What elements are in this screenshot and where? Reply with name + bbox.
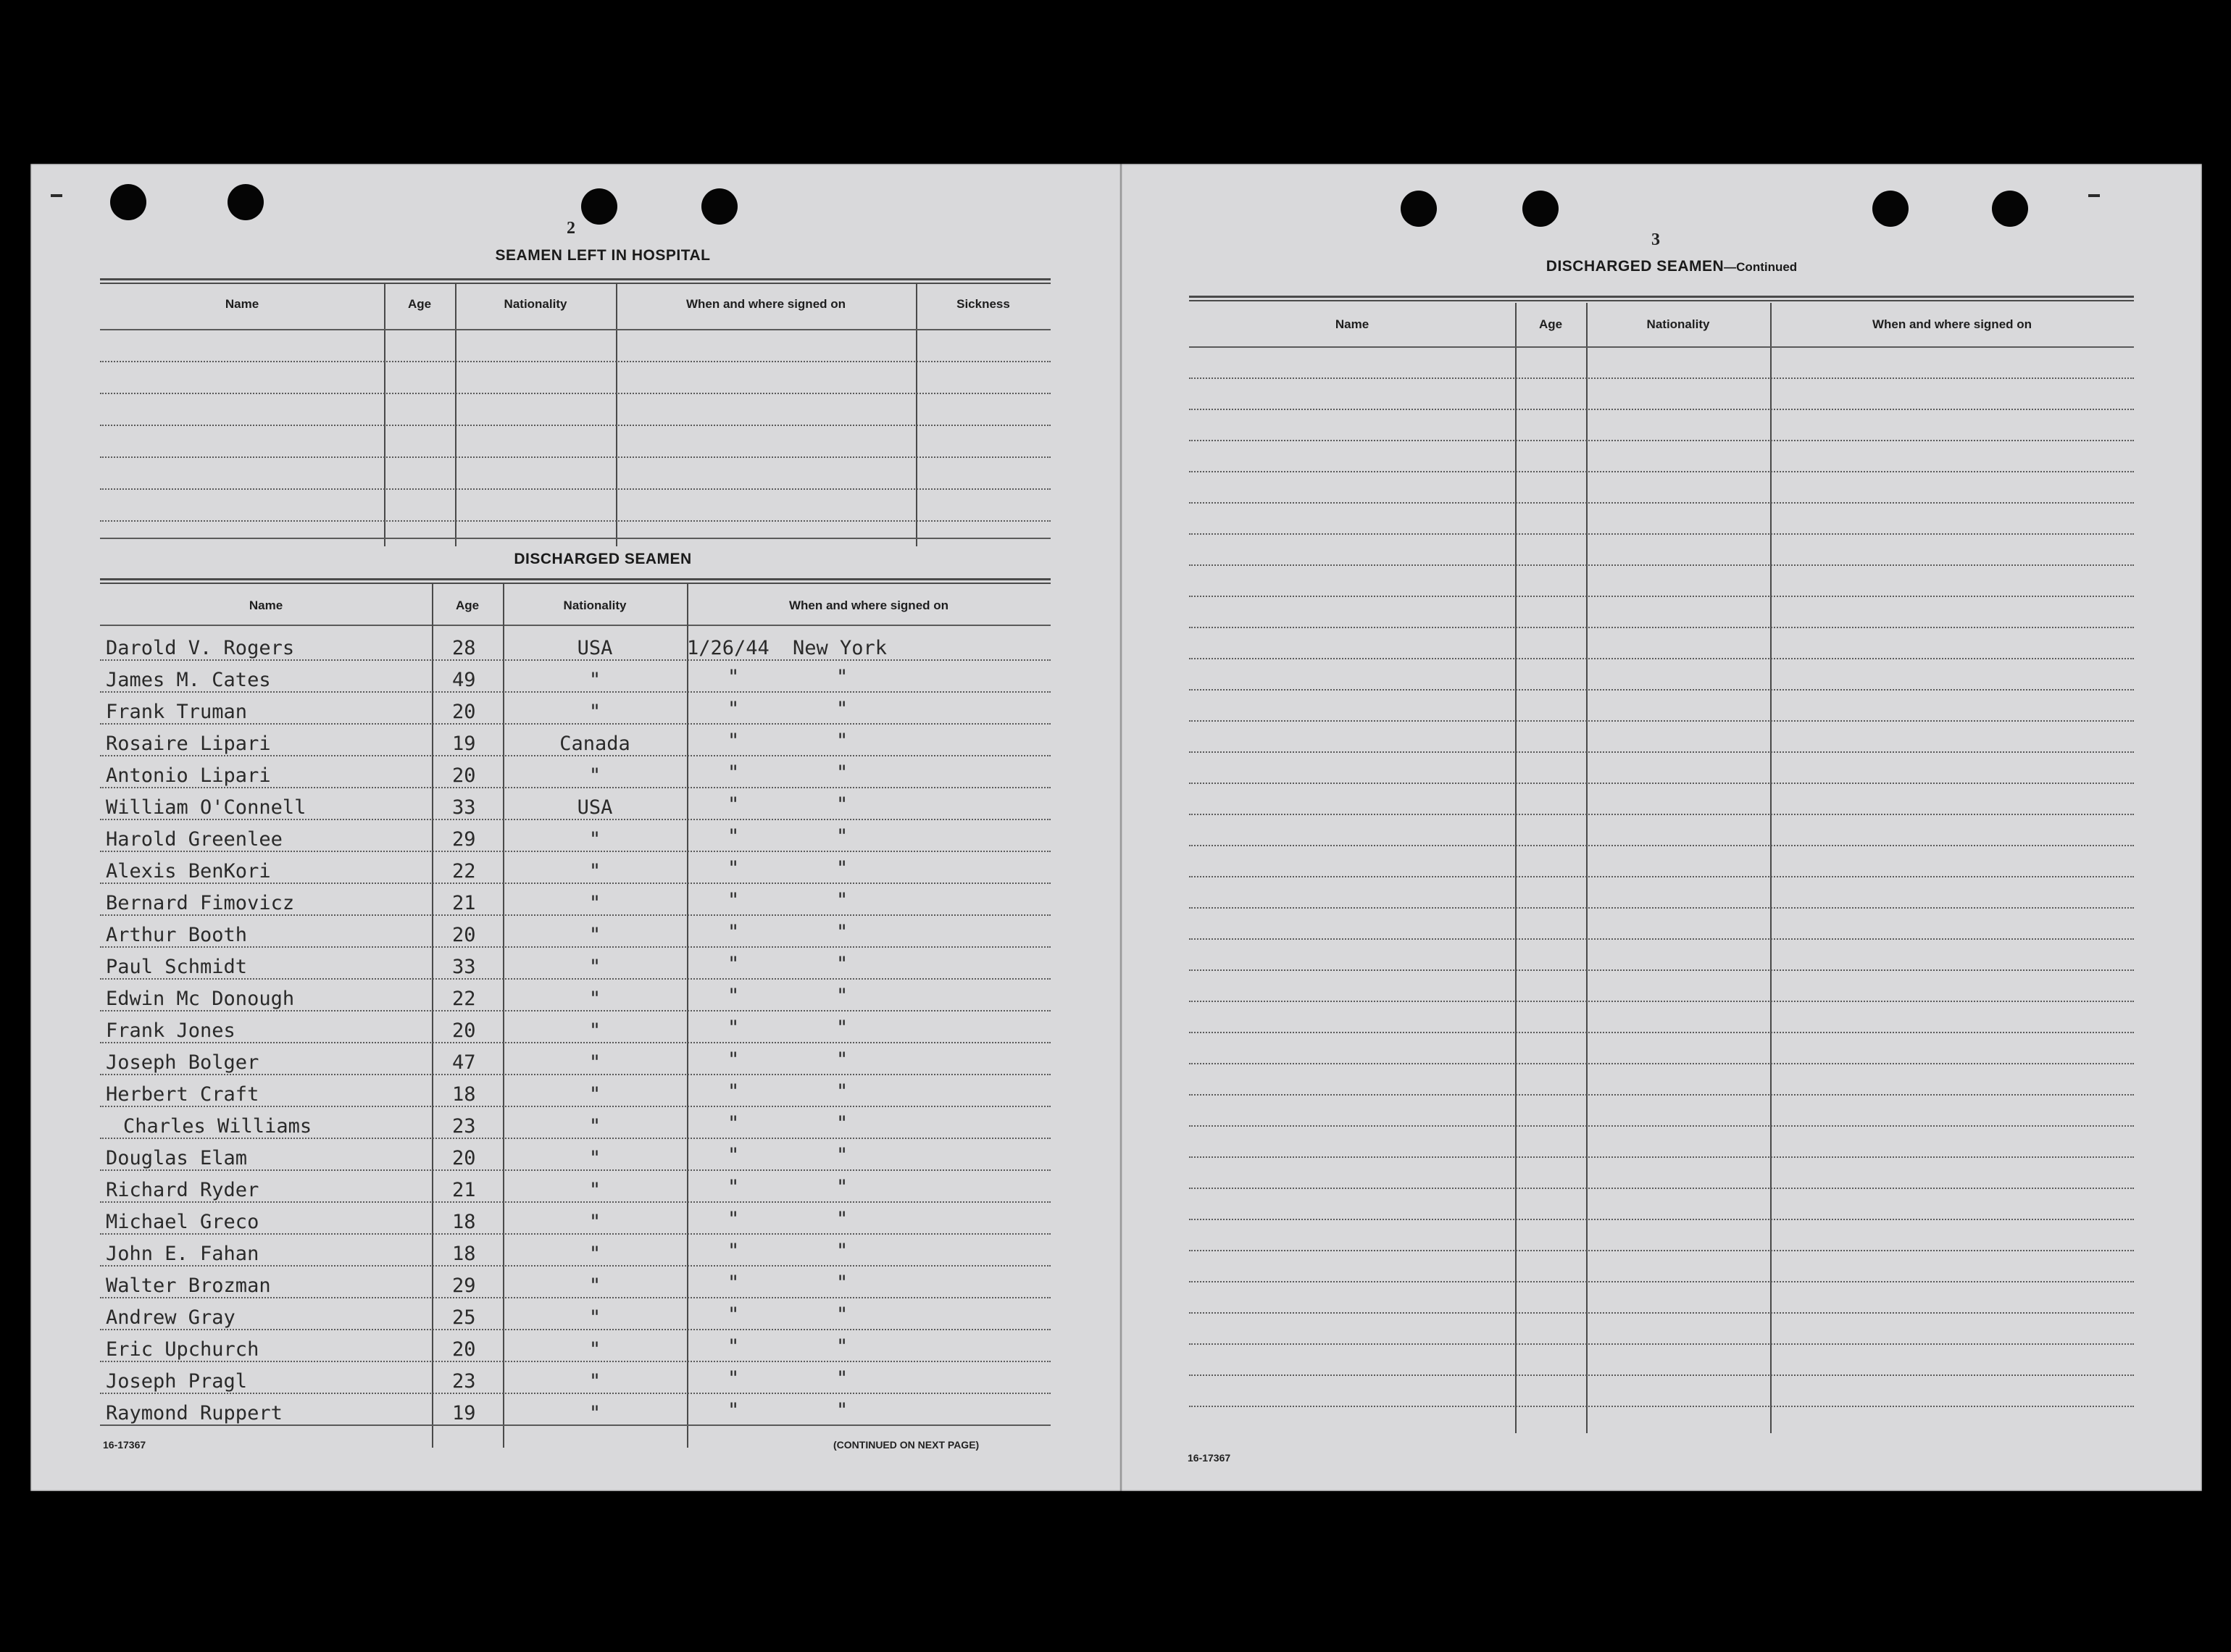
seaman-nationality: " <box>588 892 601 914</box>
seaman-nationality: " <box>588 1243 601 1265</box>
table-row-line <box>1189 627 2134 628</box>
punch-hole-icon <box>1522 191 1559 227</box>
seaman-name: Douglas Elam <box>106 1147 248 1169</box>
table-row-line <box>1189 502 2134 504</box>
table-row-line <box>100 723 1051 725</box>
seaman-nationality: " <box>588 669 601 691</box>
signed-on-date: " <box>727 793 740 816</box>
table-row-line <box>100 329 1051 330</box>
punch-hole-icon <box>701 188 738 225</box>
signed-on-place: " <box>836 666 848 688</box>
signed-on-date: " <box>727 1335 740 1358</box>
punch-mark <box>2088 194 2100 197</box>
signed-on-place: " <box>836 889 848 911</box>
table-row-line <box>100 659 1051 661</box>
seaman-name: William O'Connell <box>106 796 306 819</box>
signed-on-date: " <box>727 666 740 688</box>
seaman-nationality: " <box>588 1306 601 1329</box>
signed-on-place: " <box>836 825 848 848</box>
table-row-line <box>100 1074 1051 1075</box>
seaman-nationality: " <box>588 764 601 787</box>
column-divider <box>1586 303 1588 1433</box>
signed-on-place: " <box>836 1303 848 1326</box>
table-row-line <box>100 755 1051 756</box>
table-row-line <box>1189 876 2134 877</box>
signed-on-place: New York <box>793 637 888 659</box>
signed-on-place: " <box>836 1272 848 1294</box>
table-row-line <box>1189 1343 2134 1345</box>
seaman-age: 20 <box>452 764 476 787</box>
signed-on-date: " <box>727 1240 740 1262</box>
form-number: 16-17367 <box>1188 1452 1231 1464</box>
seaman-name: Michael Greco <box>106 1211 259 1233</box>
table-row-line <box>1189 1125 2134 1127</box>
signed-on-place: " <box>836 1080 848 1103</box>
column-header: Name <box>1335 317 1369 331</box>
table-row-line <box>1189 1374 2134 1376</box>
table-row-line <box>1189 814 2134 815</box>
table-row-line <box>100 819 1051 820</box>
column-header: Age <box>455 598 480 612</box>
column-divider <box>687 584 688 1448</box>
table-row-line <box>1189 346 2134 348</box>
seaman-age: 18 <box>452 1083 476 1106</box>
signed-on-date: " <box>727 857 740 880</box>
column-header: When and where signed on <box>685 297 846 311</box>
seaman-nationality: " <box>588 956 601 978</box>
table-row-line <box>100 1361 1051 1362</box>
seaman-name: Charles Williams <box>123 1115 312 1138</box>
seaman-age: 20 <box>452 701 476 723</box>
table-row-line <box>100 1233 1051 1235</box>
signed-on-date: " <box>727 1080 740 1103</box>
seaman-age: 33 <box>452 796 476 819</box>
table-row-line <box>100 456 1051 458</box>
continued-note: (CONTINUED ON NEXT PAGE) <box>833 1439 980 1451</box>
seaman-age: 49 <box>452 669 476 691</box>
table-row-line <box>100 1169 1051 1171</box>
seaman-name: Herbert Craft <box>106 1083 259 1106</box>
seaman-nationality: USA <box>577 637 613 659</box>
seaman-name: Raymond Ruppert <box>106 1402 283 1424</box>
header-bottom-rule <box>100 625 1051 626</box>
page-number: 2 <box>567 219 575 238</box>
seaman-age: 22 <box>452 860 476 883</box>
column-header: Nationality <box>504 297 567 311</box>
signed-on-date: " <box>727 1303 740 1326</box>
punch-hole-icon <box>1992 191 2028 227</box>
seaman-age: 47 <box>452 1051 476 1074</box>
signed-on-place: " <box>836 1240 848 1262</box>
column-header: Name <box>249 598 283 612</box>
seaman-nationality: " <box>588 1147 601 1169</box>
seaman-name: Frank Truman <box>106 701 248 723</box>
punch-hole-icon <box>228 184 264 220</box>
column-divider <box>1515 303 1517 1433</box>
column-header: Name <box>225 297 259 311</box>
signed-on-place: " <box>836 1335 848 1358</box>
column-divider <box>455 284 456 546</box>
seaman-nationality: " <box>588 1402 601 1424</box>
signed-on-date: " <box>727 762 740 784</box>
signed-on-date: " <box>727 1048 740 1071</box>
table-bottom-rule <box>100 538 1051 539</box>
table-row-line <box>1189 658 2134 659</box>
punch-hole-icon <box>1401 191 1437 227</box>
column-header: Age <box>407 297 432 311</box>
signed-on-date: " <box>727 889 740 911</box>
seaman-name: Harold Greenlee <box>106 828 283 851</box>
seaman-age: 20 <box>452 1147 476 1169</box>
table-row-line <box>1189 471 2134 472</box>
table-row-line <box>100 1329 1051 1330</box>
table-row-line <box>100 1042 1051 1043</box>
seaman-name: Walter Brozman <box>106 1275 271 1297</box>
continued-section-title: DISCHARGED SEAMEN—Continued <box>1546 258 1798 275</box>
column-divider <box>1770 303 1772 1433</box>
seaman-nationality: " <box>588 701 601 723</box>
signed-on-date: " <box>727 1017 740 1039</box>
seaman-age: 18 <box>452 1211 476 1233</box>
table-bottom-rule <box>100 1424 1051 1426</box>
column-header: Nationality <box>563 598 627 612</box>
column-header: Nationality <box>1646 317 1710 331</box>
punch-hole-icon <box>1872 191 1909 227</box>
seaman-name: Edwin Mc Donough <box>106 988 295 1010</box>
signed-on-place: " <box>836 1208 848 1230</box>
table-row-line <box>100 978 1051 980</box>
table-row-line <box>1189 1219 2134 1220</box>
column-header: When and where signed on <box>1872 317 2032 331</box>
seaman-name: Antonio Lipari <box>106 764 271 787</box>
seaman-name: Eric Upchurch <box>106 1338 259 1361</box>
signed-on-place: " <box>836 857 848 880</box>
signed-on-place: " <box>836 1144 848 1167</box>
signed-on-date: " <box>727 1208 740 1230</box>
seaman-age: 25 <box>452 1306 476 1329</box>
signed-on-place: " <box>836 921 848 943</box>
seaman-age: 21 <box>452 1179 476 1201</box>
table-row-line <box>100 425 1051 426</box>
signed-on-date: " <box>727 1144 740 1167</box>
seaman-nationality: Canada <box>559 733 630 755</box>
signed-on-date: " <box>727 730 740 752</box>
seaman-age: 29 <box>452 1275 476 1297</box>
seaman-nationality: " <box>588 1019 601 1042</box>
signed-on-date: " <box>727 1399 740 1422</box>
table-row-line <box>100 914 1051 916</box>
signed-on-place: " <box>836 793 848 816</box>
table-row-line <box>1189 969 2134 971</box>
seaman-nationality: " <box>588 1370 601 1393</box>
signed-on-place: " <box>836 985 848 1007</box>
seaman-nationality: " <box>588 1051 601 1074</box>
table-row-line <box>1189 1188 2134 1189</box>
right-page <box>1121 164 2202 1491</box>
table-row-line <box>1189 564 2134 566</box>
signed-on-place: " <box>836 762 848 784</box>
table-row-line <box>100 883 1051 884</box>
seaman-name: Arthur Booth <box>106 924 248 946</box>
signed-on-date: " <box>727 1367 740 1390</box>
table-row-line <box>100 1010 1051 1011</box>
table-row-line <box>1189 1406 2134 1407</box>
seaman-name: Paul Schmidt <box>106 956 248 978</box>
column-divider <box>432 584 433 1448</box>
seaman-nationality: " <box>588 828 601 851</box>
column-divider <box>616 284 617 546</box>
table-row-line <box>1189 689 2134 691</box>
column-divider <box>916 284 917 546</box>
table-row-line <box>100 361 1051 362</box>
table-top-rule <box>1189 296 2134 301</box>
table-row-line <box>1189 720 2134 722</box>
table-row-line <box>100 1138 1051 1139</box>
signed-on-place: " <box>836 1399 848 1422</box>
table-top-rule <box>100 578 1051 584</box>
table-row-line <box>1189 1250 2134 1251</box>
table-row-line <box>1189 596 2134 597</box>
seaman-age: 28 <box>452 637 476 659</box>
table-row-line <box>1189 783 2134 784</box>
signed-on-place: " <box>836 1017 848 1039</box>
table-row-line <box>100 393 1051 394</box>
seaman-age: 22 <box>452 988 476 1010</box>
seaman-nationality: USA <box>577 796 613 819</box>
form-number: 16-17367 <box>103 1439 146 1451</box>
signed-on-place: " <box>836 1176 848 1198</box>
table-row-line <box>100 1297 1051 1298</box>
left-page <box>30 164 1121 1491</box>
seaman-name: Rosaire Lipari <box>106 733 271 755</box>
seaman-age: 18 <box>452 1243 476 1265</box>
seaman-name: Frank Jones <box>106 1019 235 1042</box>
seaman-name: Bernard Fimovicz <box>106 892 295 914</box>
table-row-line <box>100 851 1051 852</box>
seaman-nationality: " <box>588 1115 601 1138</box>
signed-on-date: " <box>727 1112 740 1135</box>
table-row-line <box>100 488 1051 490</box>
page-number: 3 <box>1651 230 1660 249</box>
signed-on-date: 1/26/44 <box>687 637 770 659</box>
seaman-age: 20 <box>452 1338 476 1361</box>
discharged-section-title: DISCHARGED SEAMEN <box>514 551 692 567</box>
table-row-line <box>1189 938 2134 940</box>
seaman-nationality: " <box>588 924 601 946</box>
table-row-line <box>1189 533 2134 535</box>
table-row-line <box>1189 1156 2134 1158</box>
seaman-nationality: " <box>588 1275 601 1297</box>
seaman-nationality: " <box>588 860 601 883</box>
seaman-nationality: " <box>588 1083 601 1106</box>
seaman-name: Darold V. Rogers <box>106 637 295 659</box>
signed-on-date: " <box>727 953 740 975</box>
seaman-age: 21 <box>452 892 476 914</box>
seaman-age: 20 <box>452 924 476 946</box>
table-row-line <box>1189 845 2134 846</box>
punch-mark <box>51 194 62 197</box>
seaman-nationality: " <box>588 1211 601 1233</box>
seaman-age: 20 <box>452 1019 476 1042</box>
table-row-line <box>1189 1281 2134 1282</box>
seaman-name: Richard Ryder <box>106 1179 259 1201</box>
seaman-age: 19 <box>452 1402 476 1424</box>
seaman-name: John E. Fahan <box>106 1243 259 1265</box>
signed-on-date: " <box>727 1176 740 1198</box>
punch-hole-icon <box>110 184 146 220</box>
table-row-line <box>100 1201 1051 1203</box>
seaman-age: 29 <box>452 828 476 851</box>
column-divider <box>384 284 385 546</box>
table-row-line <box>1189 1001 2134 1002</box>
table-row-line <box>100 520 1051 522</box>
seaman-nationality: " <box>588 1179 601 1201</box>
table-row-line <box>100 1265 1051 1267</box>
table-row-line <box>100 1106 1051 1107</box>
table-row-line <box>100 1393 1051 1394</box>
table-row-line <box>100 946 1051 948</box>
signed-on-date: " <box>727 825 740 848</box>
seaman-age: 19 <box>452 733 476 755</box>
column-header: Age <box>1538 317 1563 331</box>
signed-on-date: " <box>727 698 740 720</box>
table-row-line <box>1189 440 2134 441</box>
table-row-line <box>1189 1312 2134 1314</box>
signed-on-date: " <box>727 1272 740 1294</box>
table-row-line <box>100 691 1051 693</box>
seaman-name: Joseph Pragl <box>106 1370 248 1393</box>
column-header: Sickness <box>956 297 1010 311</box>
hospital-section-title: SEAMEN LEFT IN HOSPITAL <box>495 247 711 264</box>
seaman-age: 23 <box>452 1115 476 1138</box>
signed-on-place: " <box>836 698 848 720</box>
seaman-name: James M. Cates <box>106 669 271 691</box>
table-row-line <box>1189 409 2134 410</box>
signed-on-place: " <box>836 1112 848 1135</box>
table-row-line <box>1189 751 2134 753</box>
table-row-line <box>100 787 1051 788</box>
seaman-age: 33 <box>452 956 476 978</box>
signed-on-place: " <box>836 1367 848 1390</box>
signed-on-place: " <box>836 953 848 975</box>
signed-on-place: " <box>836 730 848 752</box>
seaman-name: Andrew Gray <box>106 1306 235 1329</box>
seaman-age: 23 <box>452 1370 476 1393</box>
table-row-line <box>1189 377 2134 379</box>
seaman-name: Alexis BenKori <box>106 860 271 883</box>
seaman-nationality: " <box>588 988 601 1010</box>
table-row-line <box>1189 1094 2134 1096</box>
seaman-nationality: " <box>588 1338 601 1361</box>
table-top-rule <box>100 278 1051 284</box>
punch-hole-icon <box>581 188 617 225</box>
table-row-line <box>1189 1063 2134 1064</box>
column-header: When and where signed on <box>788 598 949 612</box>
signed-on-date: " <box>727 985 740 1007</box>
signed-on-date: " <box>727 921 740 943</box>
signed-on-place: " <box>836 1048 848 1071</box>
table-row-line <box>1189 1032 2134 1033</box>
table-row-line <box>1189 907 2134 909</box>
seaman-name: Joseph Bolger <box>106 1051 259 1074</box>
